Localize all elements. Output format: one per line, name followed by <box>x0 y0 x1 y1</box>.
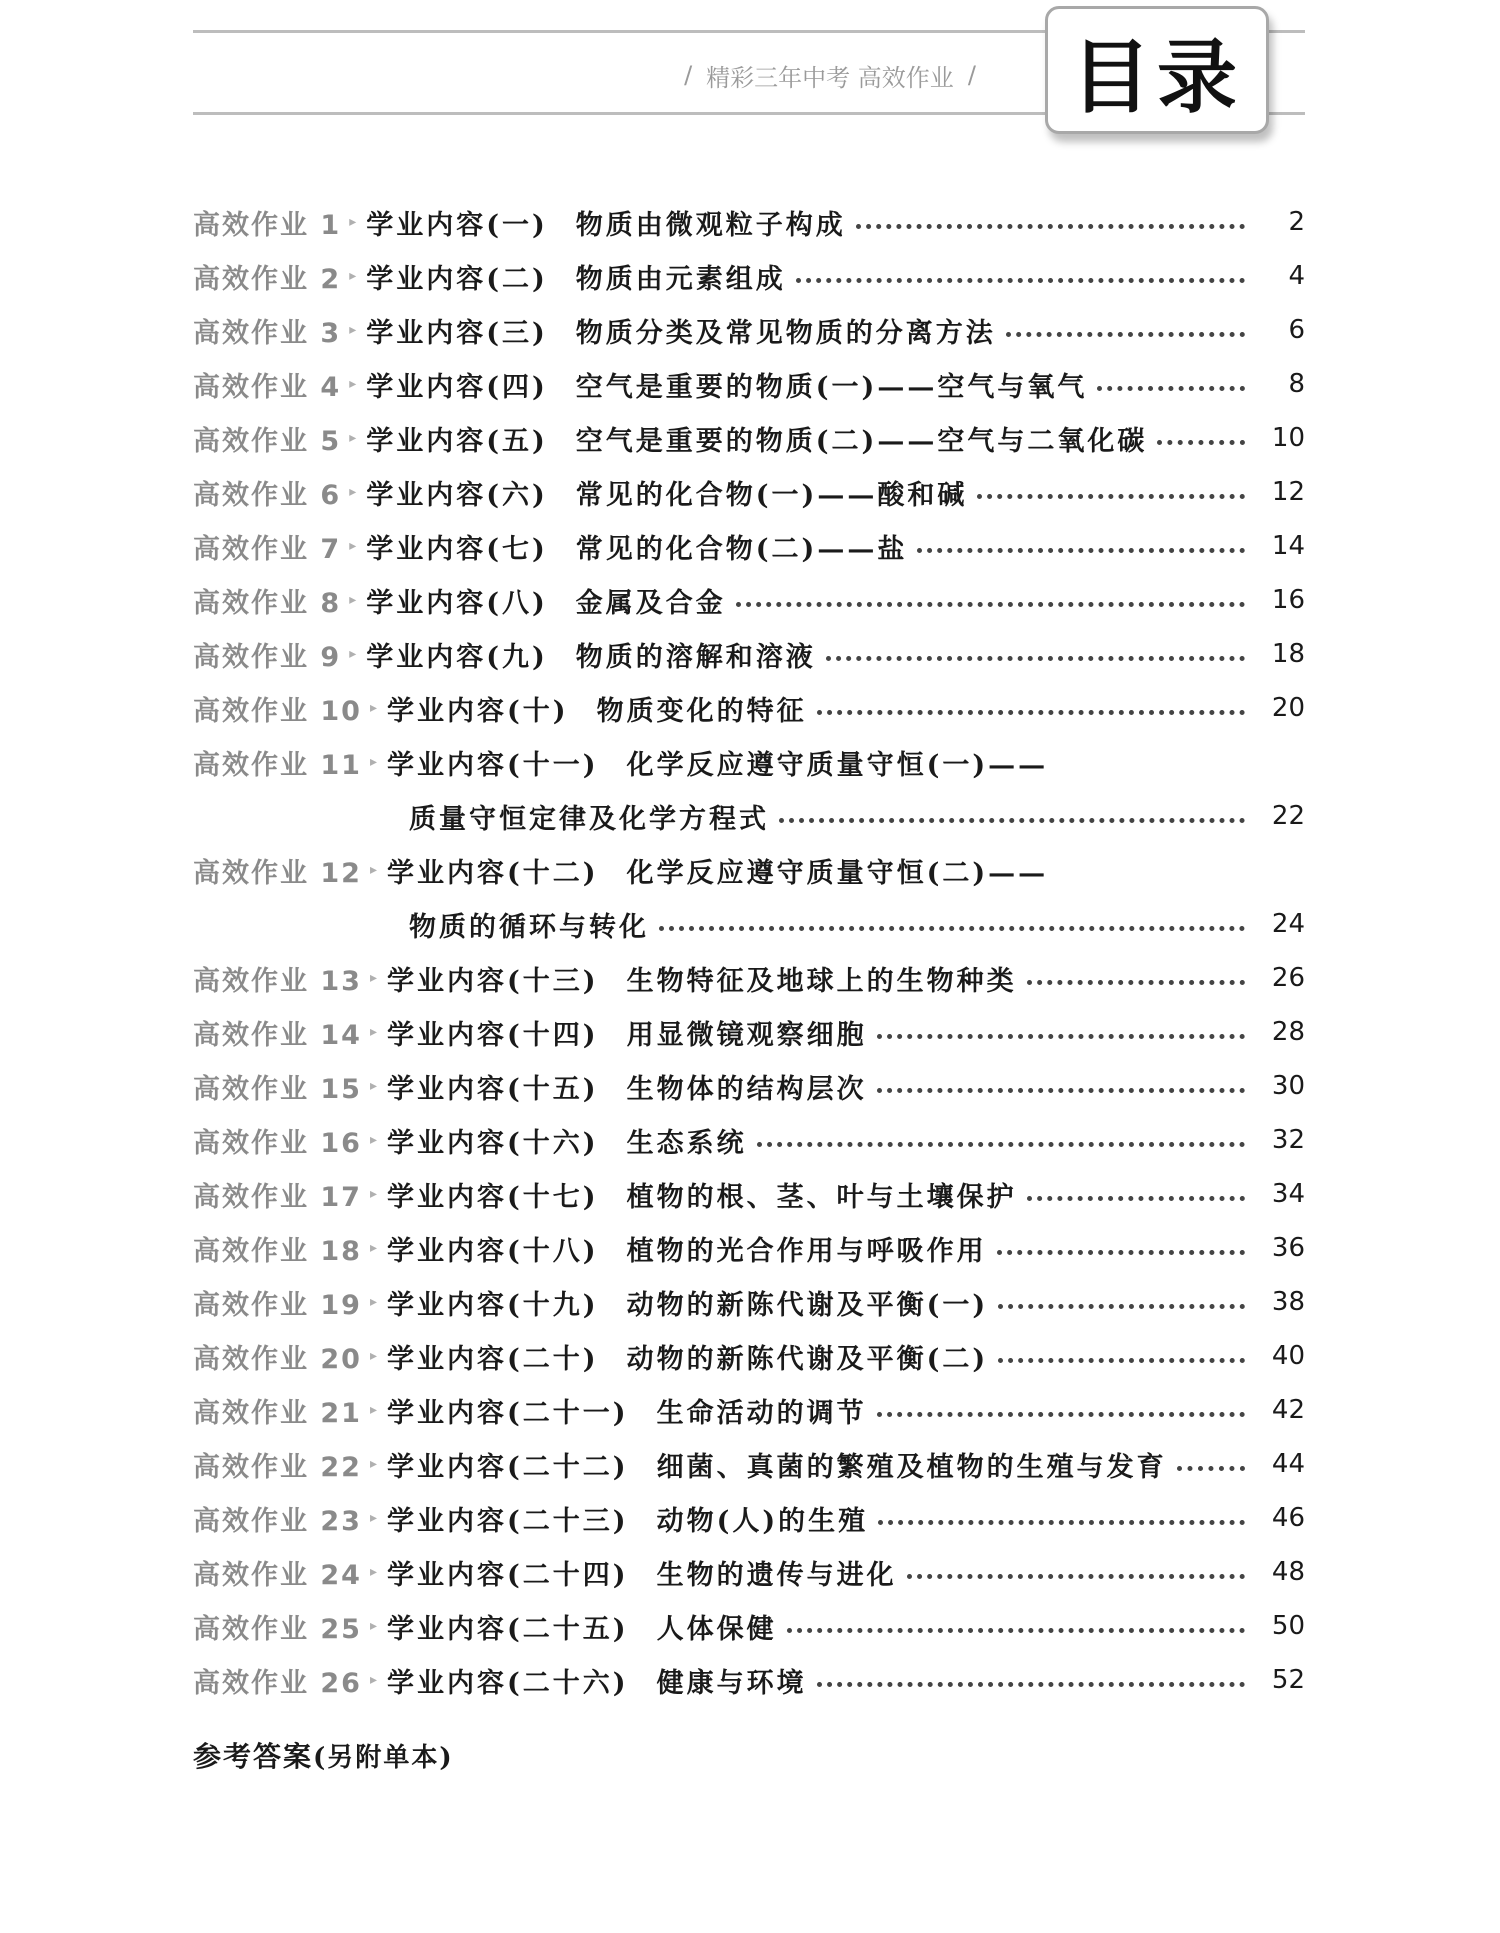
arrow-icon: ▸ <box>369 1024 378 1040</box>
topic-title: 植物的根、茎、叶与土壤保护 <box>626 1181 1017 1213</box>
toc-entry[interactable] <box>193 1599 1305 1653</box>
arrow-icon: ▸ <box>369 700 378 716</box>
dot-leader <box>757 1142 1245 1147</box>
series-slash-right: / <box>967 61 976 89</box>
dot-leader <box>1097 386 1245 391</box>
arrow-icon: ▸ <box>349 214 357 230</box>
unit-label: 学业内容(二十四) <box>387 1559 629 1591</box>
series-banner <box>660 58 1000 92</box>
dot-leader <box>1177 1466 1245 1471</box>
homework-label: 高效作业 2 <box>193 263 342 295</box>
dot-leader <box>998 1304 1245 1309</box>
page-number: 38 <box>1271 1287 1305 1317</box>
topic-title: 健康与环境 <box>656 1667 807 1699</box>
homework-label: 高效作业 1 <box>193 209 342 241</box>
arrow-icon: ▸ <box>369 1564 378 1580</box>
homework-label: 高效作业 23 <box>193 1505 362 1537</box>
unit-label: 学业内容(十六) <box>387 1127 599 1159</box>
unit-label: 学业内容(七) <box>366 533 548 565</box>
dot-leader <box>998 1358 1245 1363</box>
arrow-icon: ▸ <box>369 1078 378 1094</box>
homework-label: 高效作业 25 <box>193 1613 362 1645</box>
topic-title: 细菌、真菌的繁殖及植物的生殖与发育 <box>656 1451 1167 1483</box>
homework-label: 高效作业 3 <box>193 317 342 349</box>
dot-leader <box>787 1628 1245 1633</box>
dot-leader <box>878 1520 1245 1525</box>
toc-entry[interactable] <box>193 357 1305 411</box>
arrow-icon: ▸ <box>369 1294 378 1310</box>
dot-leader <box>1027 980 1245 985</box>
arrow-icon: ▸ <box>349 484 357 500</box>
homework-label: 高效作业 11 <box>193 749 362 781</box>
dot-leader <box>917 548 1245 553</box>
toc-entry-continuation[interactable] <box>193 897 1305 951</box>
unit-label: 学业内容(六) <box>366 479 548 511</box>
toc-entry[interactable] <box>193 249 1305 303</box>
topic-title: 动物(人)的生殖 <box>656 1505 869 1537</box>
dot-leader <box>779 818 1245 823</box>
topic-title: 化学反应遵守质量守恒(二)—— <box>626 857 1049 889</box>
dot-leader <box>1157 440 1245 445</box>
homework-label: 高效作业 26 <box>193 1667 362 1699</box>
toc-entry[interactable] <box>193 1437 1305 1491</box>
page-number: 14 <box>1271 531 1305 561</box>
arrow-icon: ▸ <box>369 970 378 986</box>
page-number: 16 <box>1271 585 1305 615</box>
unit-label: 学业内容(二十一) <box>387 1397 629 1429</box>
answer-key-label: 参考答案 <box>193 1740 314 1773</box>
homework-label: 高效作业 18 <box>193 1235 362 1267</box>
homework-label: 高效作业 4 <box>193 371 342 403</box>
topic-title: 动物的新陈代谢及平衡(一) <box>626 1289 989 1321</box>
homework-label: 高效作业 22 <box>193 1451 362 1483</box>
toc-entry[interactable] <box>193 411 1305 465</box>
topic-title-continued: 质量守恒定律及化学方程式 <box>409 803 769 835</box>
dot-leader <box>817 1682 1245 1687</box>
page-number: 52 <box>1271 1665 1305 1695</box>
homework-label: 高效作业 6 <box>193 479 342 511</box>
page-number: 40 <box>1271 1341 1305 1371</box>
page-title: 目录 <box>1071 29 1243 124</box>
unit-label: 学业内容(十一) <box>387 749 599 781</box>
toc-entry[interactable] <box>193 681 1305 735</box>
homework-label: 高效作业 19 <box>193 1289 362 1321</box>
unit-label: 学业内容(二十) <box>387 1343 599 1375</box>
page-number: 26 <box>1271 963 1305 993</box>
topic-title: 化学反应遵守质量守恒(一)—— <box>626 749 1049 781</box>
dot-leader <box>877 1088 1245 1093</box>
answer-key-note: (另附单本) <box>313 1743 454 1773</box>
topic-title: 生命活动的调节 <box>656 1397 867 1429</box>
topic-title: 动物的新陈代谢及平衡(二) <box>626 1343 989 1375</box>
arrow-icon: ▸ <box>349 538 357 554</box>
homework-label: 高效作业 21 <box>193 1397 362 1429</box>
topic-title: 物质分类及常见物质的分离方法 <box>575 317 996 349</box>
homework-label: 高效作业 8 <box>193 587 342 619</box>
toc-entry[interactable] <box>193 1005 1305 1059</box>
page-number: 46 <box>1271 1503 1305 1533</box>
unit-label: 学业内容(五) <box>366 425 548 457</box>
topic-title: 金属及合金 <box>575 587 726 619</box>
topic-title: 空气是重要的物质(二)——空气与二氧化碳 <box>575 425 1148 457</box>
page-number: 2 <box>1288 207 1305 237</box>
topic-title: 人体保健 <box>656 1613 777 1645</box>
homework-label: 高效作业 20 <box>193 1343 362 1375</box>
arrow-icon: ▸ <box>369 862 378 878</box>
dot-leader <box>877 1034 1245 1039</box>
toc-entry[interactable] <box>193 951 1305 1005</box>
unit-label: 学业内容(二十三) <box>387 1505 629 1537</box>
toc-entry[interactable] <box>193 519 1305 573</box>
toc-entry[interactable] <box>193 195 1305 249</box>
topic-title: 物质由微观粒子构成 <box>575 209 846 241</box>
dot-leader <box>997 1250 1245 1255</box>
unit-label: 学业内容(十九) <box>387 1289 599 1321</box>
unit-label: 学业内容(十) <box>387 695 569 727</box>
dot-leader <box>977 494 1245 499</box>
unit-label: 学业内容(二十二) <box>387 1451 629 1483</box>
homework-label: 高效作业 10 <box>193 695 362 727</box>
topic-title: 生物特征及地球上的生物种类 <box>626 965 1017 997</box>
arrow-icon: ▸ <box>349 376 357 392</box>
homework-label: 高效作业 24 <box>193 1559 362 1591</box>
page-number: 28 <box>1271 1017 1305 1047</box>
unit-label: 学业内容(二) <box>366 263 548 295</box>
dot-leader <box>907 1574 1245 1579</box>
table-of-contents <box>193 195 1305 1707</box>
topic-title: 空气是重要的物质(一)——空气与氧气 <box>575 371 1088 403</box>
page-number: 24 <box>1271 909 1305 939</box>
toc-entry[interactable] <box>193 573 1305 627</box>
page-number: 42 <box>1271 1395 1305 1425</box>
toc-entry[interactable] <box>193 1491 1305 1545</box>
topic-title: 物质变化的特征 <box>596 695 807 727</box>
page-number: 22 <box>1271 801 1305 831</box>
toc-entry[interactable] <box>193 1167 1305 1221</box>
toc-entry[interactable] <box>193 1545 1305 1599</box>
unit-label: 学业内容(十四) <box>387 1019 599 1051</box>
topic-title: 植物的光合作用与呼吸作用 <box>626 1235 987 1267</box>
topic-title: 生物体的结构层次 <box>626 1073 867 1105</box>
topic-title: 用显微镜观察细胞 <box>626 1019 867 1051</box>
toc-entry[interactable] <box>193 303 1305 357</box>
page-number: 34 <box>1271 1179 1305 1209</box>
arrow-icon: ▸ <box>369 1132 378 1148</box>
arrow-icon: ▸ <box>349 430 357 446</box>
homework-label: 高效作业 14 <box>193 1019 362 1051</box>
toc-entry-continuation[interactable] <box>193 789 1305 843</box>
toc-entry[interactable] <box>193 1653 1305 1707</box>
title-tab <box>1045 6 1269 134</box>
unit-label: 学业内容(九) <box>366 641 548 673</box>
arrow-icon: ▸ <box>369 1240 378 1256</box>
topic-title: 生物的遗传与进化 <box>656 1559 897 1591</box>
arrow-icon: ▸ <box>369 754 378 770</box>
homework-label: 高效作业 15 <box>193 1073 362 1105</box>
page-number: 18 <box>1271 639 1305 669</box>
topic-title: 物质的溶解和溶液 <box>575 641 816 673</box>
dot-leader <box>796 278 1245 283</box>
dot-leader <box>877 1412 1245 1417</box>
page-number: 12 <box>1271 477 1305 507</box>
arrow-icon: ▸ <box>349 646 357 662</box>
unit-label: 学业内容(四) <box>366 371 548 403</box>
page-number: 48 <box>1271 1557 1305 1587</box>
page-number: 20 <box>1271 693 1305 723</box>
page-number: 10 <box>1271 423 1305 453</box>
unit-label: 学业内容(十七) <box>387 1181 599 1213</box>
homework-label: 高效作业 9 <box>193 641 342 673</box>
page-number: 44 <box>1271 1449 1305 1479</box>
arrow-icon: ▸ <box>349 322 357 338</box>
page-number: 4 <box>1288 261 1305 291</box>
dot-leader <box>856 224 1245 229</box>
topic-title: 常见的化合物(二)——盐 <box>575 533 908 565</box>
unit-label: 学业内容(八) <box>366 587 548 619</box>
toc-entry[interactable] <box>193 1383 1305 1437</box>
toc-entry[interactable] <box>193 735 1305 789</box>
unit-label: 学业内容(十五) <box>387 1073 599 1105</box>
dot-leader <box>1006 332 1245 337</box>
unit-label: 学业内容(二十五) <box>387 1613 629 1645</box>
homework-label: 高效作业 13 <box>193 965 362 997</box>
page-number: 50 <box>1271 1611 1305 1641</box>
dot-leader <box>1027 1196 1245 1201</box>
arrow-icon: ▸ <box>349 268 357 284</box>
page-number: 32 <box>1271 1125 1305 1155</box>
unit-label: 学业内容(一) <box>366 209 548 241</box>
answer-key-line <box>193 1735 454 1775</box>
dot-leader <box>817 710 1245 715</box>
homework-label: 高效作业 5 <box>193 425 342 457</box>
topic-title: 生态系统 <box>626 1127 747 1159</box>
dot-leader <box>826 656 1245 661</box>
arrow-icon: ▸ <box>369 1456 378 1472</box>
arrow-icon: ▸ <box>369 1348 378 1364</box>
unit-label: 学业内容(十三) <box>387 965 599 997</box>
toc-entry[interactable] <box>193 843 1305 897</box>
arrow-icon: ▸ <box>369 1510 378 1526</box>
unit-label: 学业内容(三) <box>366 317 548 349</box>
dot-leader <box>736 602 1245 607</box>
arrow-icon: ▸ <box>369 1618 378 1634</box>
toc-entry[interactable] <box>193 1221 1305 1275</box>
unit-label: 学业内容(十八) <box>387 1235 599 1267</box>
topic-title-continued: 物质的循环与转化 <box>409 911 649 943</box>
topic-title: 物质由元素组成 <box>575 263 786 295</box>
topic-title: 常见的化合物(一)——酸和碱 <box>575 479 968 511</box>
arrow-icon: ▸ <box>369 1402 378 1418</box>
page-number: 8 <box>1288 369 1305 399</box>
arrow-icon: ▸ <box>369 1186 378 1202</box>
toc-entry[interactable] <box>193 1329 1305 1383</box>
dot-leader <box>659 926 1245 931</box>
toc-entry[interactable] <box>193 465 1305 519</box>
toc-entry[interactable] <box>193 1059 1305 1113</box>
page-number: 36 <box>1271 1233 1305 1263</box>
homework-label: 高效作业 17 <box>193 1181 362 1213</box>
unit-label: 学业内容(十二) <box>387 857 599 889</box>
arrow-icon: ▸ <box>369 1672 378 1688</box>
toc-entry[interactable] <box>193 1113 1305 1167</box>
toc-entry[interactable] <box>193 1275 1305 1329</box>
unit-label: 学业内容(二十六) <box>387 1667 629 1699</box>
series-name: 精彩三年中考 高效作业 <box>706 63 954 92</box>
toc-entry[interactable] <box>193 627 1305 681</box>
arrow-icon: ▸ <box>349 592 357 608</box>
homework-label: 高效作业 16 <box>193 1127 362 1159</box>
series-slash-left: / <box>684 61 693 89</box>
homework-label: 高效作业 12 <box>193 857 362 889</box>
page-number: 30 <box>1271 1071 1305 1101</box>
page-number: 6 <box>1288 315 1305 345</box>
homework-label: 高效作业 7 <box>193 533 342 565</box>
